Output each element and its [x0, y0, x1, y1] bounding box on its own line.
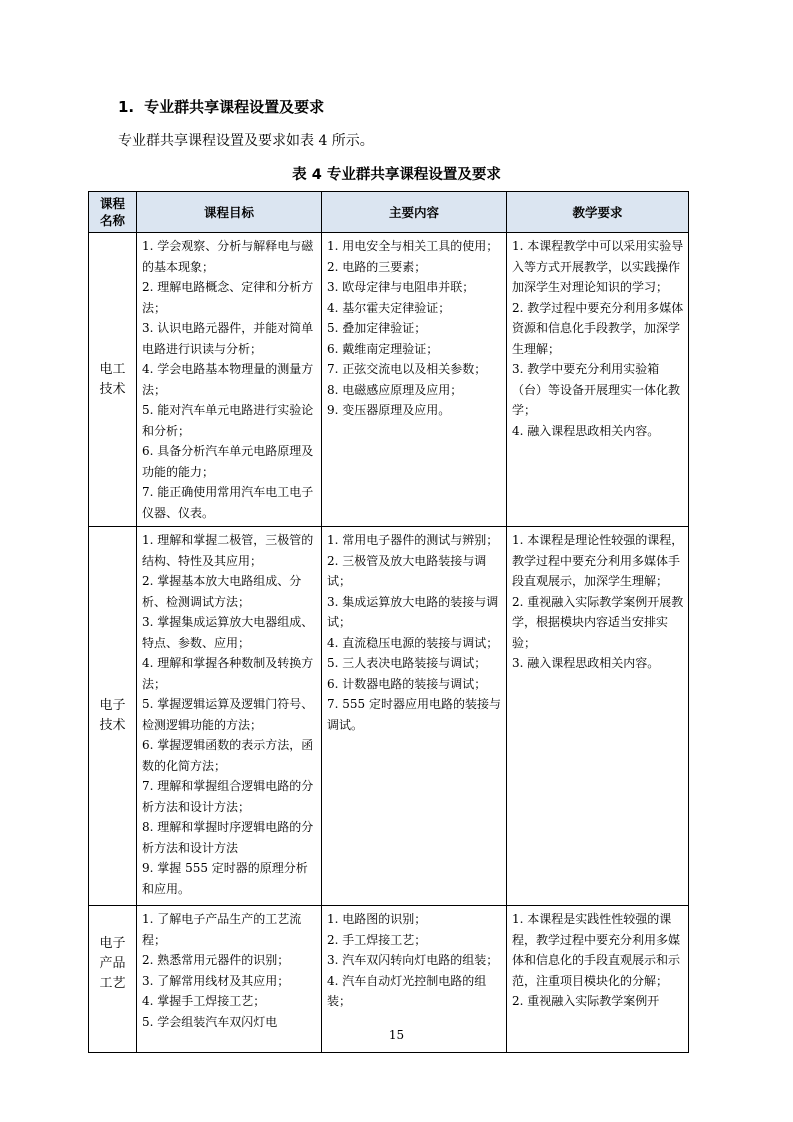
table-row	[89, 527, 689, 906]
goals-cell: 1. 了解电子产品生产的工艺流程； 2. 熟悉常用元器件的识别； 3. 了解常用线材及其应用； 4. 掌握手工焊接工艺； 5. 学会组装汽车双闪灯电	[137, 906, 322, 1053]
section-title: 专业群共享课程设置及要求	[144, 98, 325, 116]
course-name-cell: 电子 技术	[89, 527, 137, 906]
page-number: 15	[388, 1028, 405, 1042]
content-cell: 1. 用电安全与相关工具的使用； 2. 电路的三要素； 3. 欧母定律与电阻串并联； 4. 基尔霍夫定律验证； 5. 叠加定律验证； 6. 戴维南定理验证； 7. 正弦交流电以及相关参数； 8. 电磁感应原理及应用； 9. 变压器原理及应用。	[322, 233, 507, 527]
course-name-cell: 电工 技术	[89, 233, 137, 527]
content-cell: 1. 电路图的识别； 2. 手工焊接工艺； 3. 汽车双闪转向灯电路的组装； 4. 汽车自动灯光控制电路的组装；	[322, 906, 507, 1053]
header-goals: 课程目标	[137, 192, 322, 233]
table-header-row	[89, 192, 689, 233]
course-name-cell: 电子 产品 工艺	[89, 906, 137, 1053]
table-row	[89, 233, 689, 527]
header-course-name: 课程 名称	[89, 192, 137, 233]
requirements-cell: 1. 本课程是实践性性较强的课程，教学过程中要充分利用多媒体和信息化的手段直观展示和示范，注重项目模块化的分解； 2. 重视融入实际教学案例开	[507, 906, 689, 1053]
requirements-cell: 1. 本课程教学中可以采用实验导入等方式开展教学，以实践操作加深学生对理论知识的学习； 2. 教学过程中要充分利用多媒体资源和信息化手段教学，加深学生理解； 3. 教学中要充分利用实验箱（台）等设备开展理实一体化教学； 4. 融入课程思政相关内容。	[507, 233, 689, 527]
requirements-cell: 1. 本课程是理论性较强的课程，教学过程中要充分利用多媒体手段直观展示，加深学生理解； 2. 重视融入实际教学案例开展教学，根据模块内容适当安排实验； 3. 融入课程思政相关内容。	[507, 527, 689, 906]
course-table	[88, 191, 689, 1053]
goals-cell: 1. 学会观察、分析与解释电与磁的基本现象； 2. 理解电路概念、定律和分析方法； 3. 认识电路元器件，并能对简单电路进行识读与分析； 4. 学会电路基本物理量的测量方法； 5. 能对汽车单元电路进行实验论和分析； 6. 具备分析汽车单元电路原理及功能的能力； 7. 能正确使用常用汽车电工电子仪器、仪表。	[137, 233, 322, 527]
table-caption: 表 4 专业群共享课程设置及要求	[292, 167, 501, 183]
header-content: 主要内容	[322, 192, 507, 233]
goals-cell: 1. 理解和掌握二极管，三极管的结构、特性及其应用； 2. 掌握基本放大电路组成、分析、检测调试方法； 3. 掌握集成运算放大电器组成、特点、参数、应用； 4. 理解和掌握各种数制及转换方法； 5. 掌握逻辑运算及逻辑门符号、检测逻辑功能的方法； 6. 掌握逻辑函数的表示方法，函数的化简方法； 7. 理解和掌握组合逻辑电路的分析方法和设计方法； 8. 理解和掌握时序逻辑电路的分析方法和设计方法 9. 掌握 555 定时器的原理分析和应用。	[137, 527, 322, 906]
intro-paragraph: 专业群共享课程设置及要求如表 4 所示。	[118, 133, 374, 149]
content-cell: 1. 常用电子器件的测试与辨别； 2. 三极管及放大电路装接与调试； 3. 集成运算放大电路的装接与调试； 4. 直流稳压电源的装接与调试； 5. 三人表决电路装接与调试； 6. 计数器电路的装接与调试； 7. 555 定时器应用电路的装接与调试。	[322, 527, 507, 906]
section-number: 1.	[118, 98, 135, 116]
section-heading	[118, 96, 324, 117]
header-requirements: 教学要求	[507, 192, 689, 233]
